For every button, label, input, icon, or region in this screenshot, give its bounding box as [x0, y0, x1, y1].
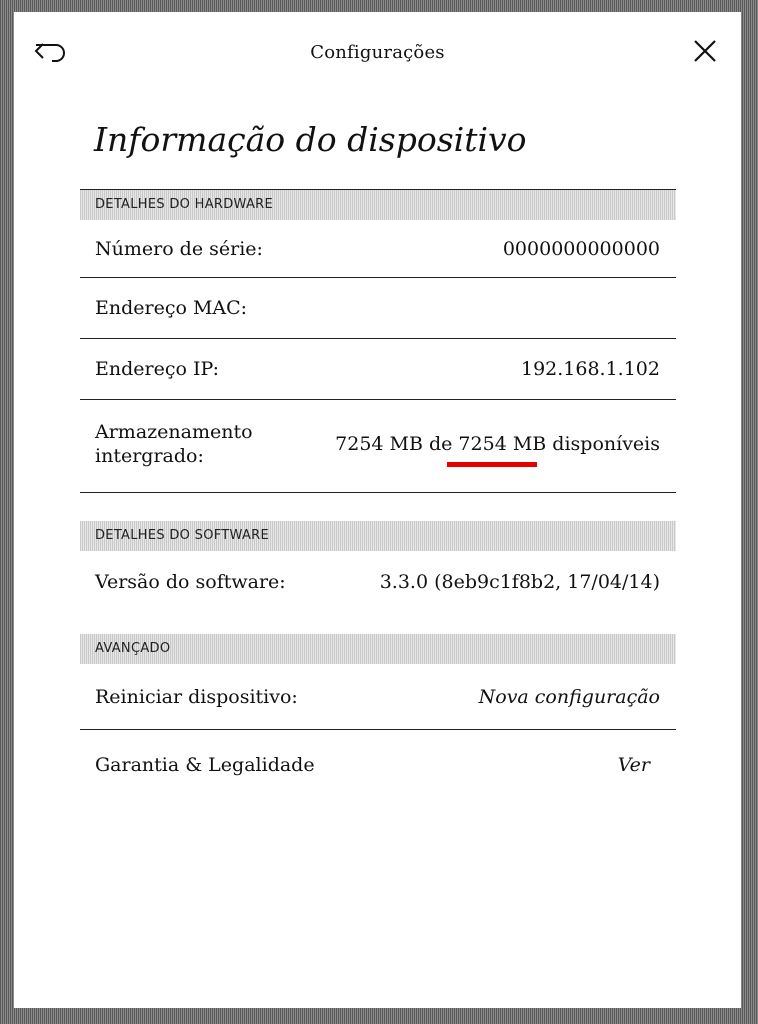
warranty-legal-label: Garantia & Legalidade	[95, 754, 315, 776]
software-version-label: Versão do software:	[95, 570, 286, 593]
reset-device-label: Reiniciar dispositivo:	[95, 685, 298, 708]
reset-device-row[interactable]	[80, 664, 676, 730]
section-header-advanced: AVANÇADO	[80, 634, 676, 664]
close-button[interactable]	[690, 36, 720, 66]
top-bar	[14, 12, 741, 92]
section-header-hardware: DETALHES DO HARDWARE	[80, 189, 676, 220]
mac-address-label: Endereço MAC:	[95, 297, 248, 319]
software-version-value: 3.3.0 (8eb9c1f8b2, 17/04/14)	[379, 570, 660, 593]
ip-address-row	[80, 339, 676, 400]
software-version-row	[80, 551, 676, 612]
storage-value: 7254 MB de 7254 MB disponíveis	[335, 433, 660, 455]
mac-address-row	[80, 278, 676, 339]
serial-number-row	[80, 220, 676, 278]
ip-address-label: Endereço IP:	[95, 358, 219, 380]
storage-label: Armazenamento intergrado:	[95, 421, 253, 467]
page-title: Informação do dispositivo	[94, 120, 527, 159]
topbar-title: Configurações	[310, 42, 445, 63]
warranty-legal-row[interactable]	[80, 730, 676, 800]
serial-number-label: Número de série:	[95, 237, 263, 260]
ip-address-value: 192.168.1.102	[520, 358, 660, 380]
storage-row	[80, 400, 676, 493]
device-info-list	[80, 189, 676, 800]
highlight-underline	[447, 462, 537, 467]
settings-screen	[14, 12, 741, 1008]
close-icon	[690, 36, 720, 66]
reset-device-button[interactable]: Nova configuração	[478, 685, 660, 708]
serial-number-value: 0000000000000	[502, 237, 660, 260]
warranty-legal-view-link[interactable]: Ver	[617, 754, 650, 776]
section-header-software: DETALHES DO SOFTWARE	[80, 521, 676, 551]
